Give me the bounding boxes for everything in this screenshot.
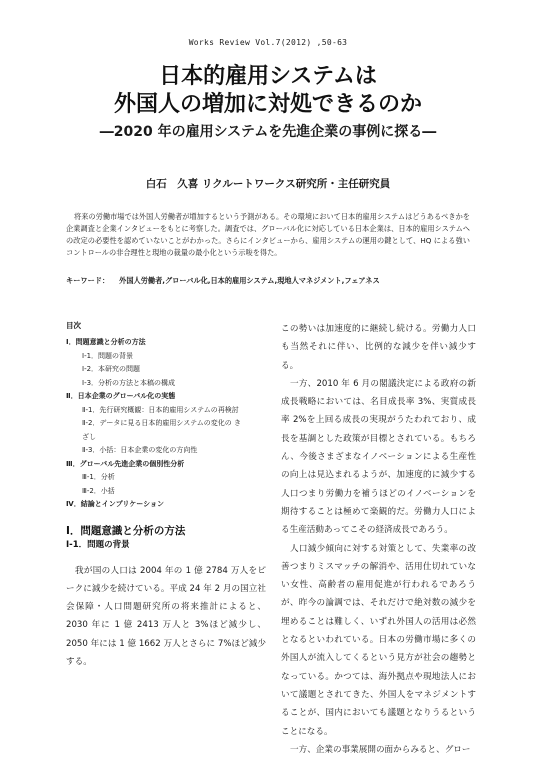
- toc-item: Ⅱ-3．小括：日本企業の変化の方向性: [82, 446, 198, 454]
- left-paragraph: 我が国の人口は 2004 年の 1 億 2784 万人をピークに減少を続けている。平成 24 年 2 月の国立社会保障・人口問題研究所の将来推計によると、2030 年に 1 億 2413 万人と 3%ほど減少し、2050 年には 1 億 1662 万人とさらに 7%ほど減少する。: [66, 565, 266, 667]
- toc-item: Ⅰ-3．分析の方法と本稿の構成: [82, 378, 176, 387]
- toc-item: ざし: [82, 432, 96, 441]
- section-heading: Ⅰ．問題意識と分析の方法: [66, 524, 186, 537]
- keywords-list: 外国人労働者,グローバル化,日本的雇用システム,現地人マネジメント,フェアネス: [119, 276, 380, 285]
- toc-item: Ⅲ-2．小括: [82, 486, 115, 495]
- left-column: [66, 320, 266, 671]
- toc-item: Ⅰ．問題意識と分析の方法: [66, 338, 146, 346]
- toc-item: Ⅱ．日本企業のグローバル化の実態: [66, 392, 176, 400]
- subsection-heading: Ⅰ-1．問題の背景: [66, 539, 130, 550]
- toc-list: [66, 336, 266, 512]
- right-paragraph-1: この勢いは加速度的に継続し続ける。労働力人口も当然それに伴い、比例的な減少を伴い減少する。: [281, 324, 476, 371]
- toc-item: Ⅰ-2．本研究の問題: [82, 365, 141, 373]
- subtitle: ―2020 年の雇用システムを先進企業の事例に探る―: [99, 124, 437, 140]
- title-line-1: 日本的雇用システムは: [159, 64, 377, 89]
- toc-item: Ⅱ-1．先行研究概観：日本的雇用システムの再検討: [82, 405, 239, 414]
- right-column: [281, 320, 476, 759]
- toc-title: 目次: [66, 321, 81, 330]
- keywords: [66, 276, 470, 286]
- right-paragraph-2: 一方、2010 年 6 月の閣議決定による政府の新成長戦略においては、名目成長率 3%、実質成長率 2%を上回る成長の実現がうたわれており、成長を基調とした政策が目標とされている。もちろん、今後さまざまなイノベーションによる生産性の向上は見込まれるようが、加速度的に減少する人口つまり労働力を補うほどのイノベーションを期待することは極めて楽観的だ。労働力人口による生産活動あってこその経済成長であろう。: [281, 378, 476, 536]
- toc-item: Ⅰ-1．問題の背景: [82, 351, 134, 360]
- journal-header: Works Review Vol.7(2012) ,50-63: [188, 38, 348, 47]
- abstract-text: 将来の労働市場では外国人労働者が増加するという予測がある。その環境において日本的雇用システムはどうあるべきかを企業調査と企業インタビューをもとに考察した。調査では、グローバル化に対応している日本企業は、日本的雇用システムへの改定の必要性を認めていないことがわかった。さらにインタビューから、雇用システムの運用の鍵として、HQ による強いコントロールの非合理性と現地の裁量の最小化という示唆を得た。: [66, 212, 470, 257]
- keywords-label: キーワード：: [66, 276, 110, 285]
- toc-item: Ⅳ．結論とインプリケーション: [66, 500, 164, 508]
- right-paragraph-4: 一方、企業の事業展開の面からみると、グロー: [290, 744, 471, 755]
- title-line-2: 外国人の増加に対処できるのか: [113, 92, 422, 117]
- author-line: 白石 久喜 リクルートワークス研究所・主任研究員: [145, 178, 391, 190]
- abstract: [66, 211, 470, 259]
- toc-item: Ⅱ-2．データに見る日本的雇用システムの変化の き: [82, 419, 241, 427]
- right-paragraph-3: 人口減少傾向に対する対策として、失業率の改善つまりミスマッチの解消や、活用仕切れていない女性、高齢者の雇用促進が行われるであろうが、昨今の論調では、それだけで絶対数の減少を埋めることは難しく、いずれ外国人の活用は必然となるといわれている。日本の労働市場に多くの外国人が流入してくるという見方が社会の趨勢となっている。かつては、海外拠点や現地法人において議題とされてきた、外国人をマネジメントすることが、国内においても議題となりうるということになる。: [281, 543, 476, 737]
- toc-item: Ⅲ．グローバル先進企業の個別性分析: [66, 459, 185, 468]
- toc-item: Ⅲ-1．分析: [82, 473, 115, 481]
